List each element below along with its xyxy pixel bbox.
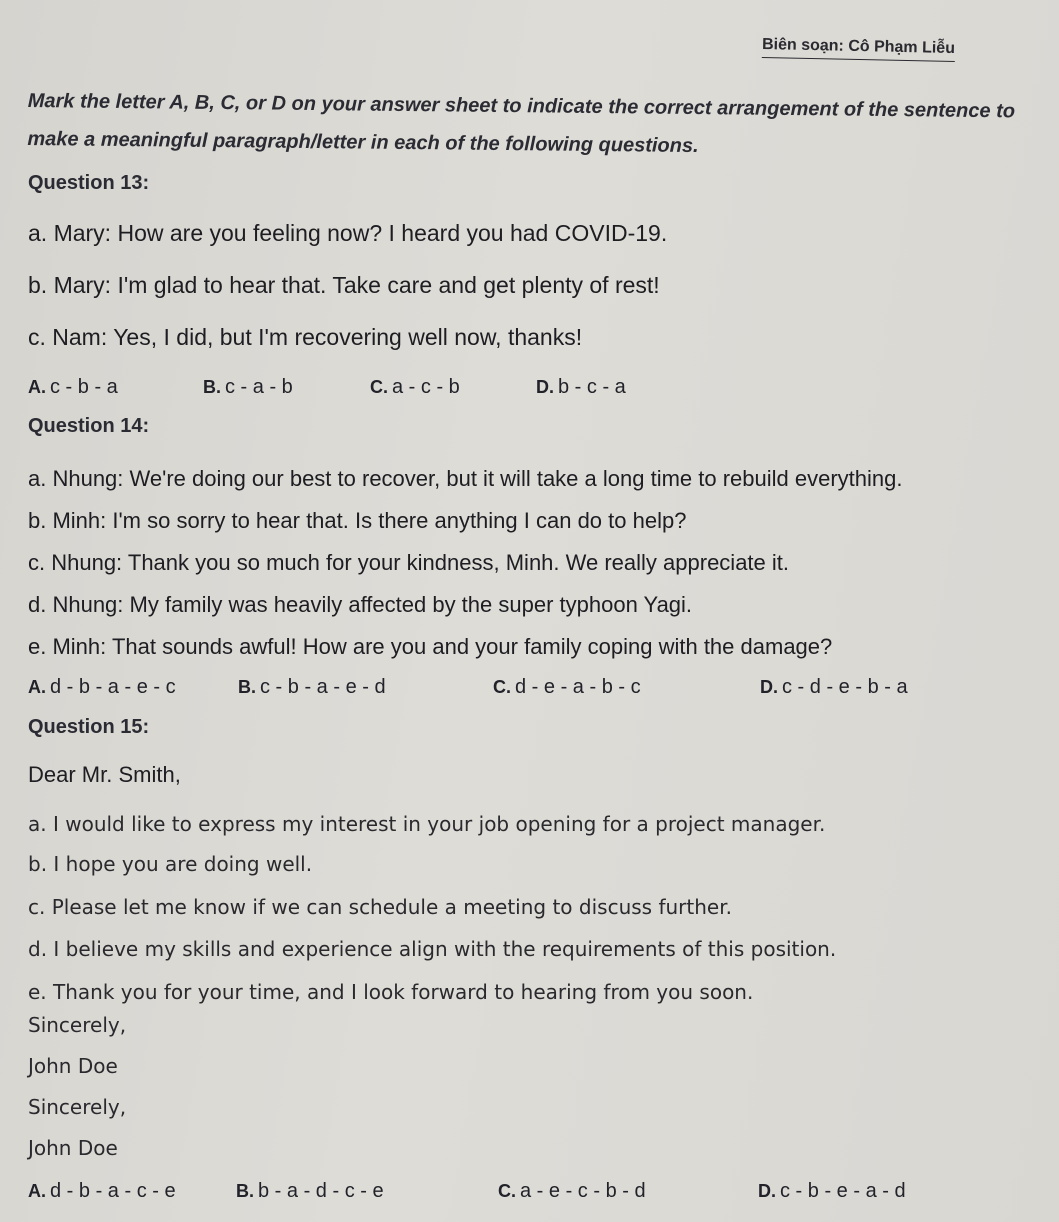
q15-sentence-b: b. I hope you are doing well.	[28, 852, 313, 876]
instruction-text: Mark the letter A, B, C, or D on your answer sheet to indicate the correct arrangement of the sentence to make a meaningful paragraph/letter in each of the following questions.	[27, 89, 1016, 158]
q13-sentence-a: a. Mary: How are you feeling now? I heard you had COVID-19.	[28, 220, 668, 246]
q13-options	[28, 376, 1028, 406]
q14-sentence-e: e. Minh: That sounds awful! How are you and your family coping with the damage?	[28, 634, 833, 659]
q15-option-a[interactable]: A. d - b - a - c - e	[28, 1180, 176, 1202]
q13-option-c[interactable]: C. a - c - b	[370, 376, 460, 398]
q14-sentence-a: a. Nhung: We're doing our best to recover, but it will take a long time to rebuild everything.	[28, 466, 903, 491]
q15-greeting: Dear Mr. Smith,	[28, 762, 181, 787]
q14-option-b[interactable]: B. c - b - a - e - d	[238, 676, 386, 698]
q15-option-b[interactable]: B. b - a - d - c - e	[236, 1180, 384, 1202]
q13-sentence-b: b. Mary: I'm glad to hear that. Take care and get plenty of rest!	[28, 272, 660, 298]
q14-sentence-c: c. Nhung: Thank you so much for your kindness, Minh. We really appreciate it.	[28, 550, 789, 575]
q15-closing-2: Sincerely,	[28, 1095, 127, 1119]
q14-options	[28, 676, 1028, 706]
author-credit: Biên soạn: Cô Phạm Liễu	[762, 36, 955, 62]
q15-closing-1: Sincerely,	[28, 1013, 127, 1037]
q14-option-d[interactable]: D. c - d - e - b - a	[760, 676, 908, 698]
q15-sentence-e: e. Thank you for your time, and I look forward to hearing from you soon.	[28, 980, 754, 1004]
q15-sentence-d: d. I believe my skills and experience align with the requirements of this position.	[28, 937, 837, 961]
q14-sentence-b: b. Minh: I'm so sorry to hear that. Is there anything I can do to help?	[28, 508, 687, 533]
q13-option-d[interactable]: D. b - c - a	[536, 376, 626, 398]
q14-option-a[interactable]: A. d - b - a - e - c	[28, 676, 176, 698]
q15-signature-2: John Doe	[28, 1136, 118, 1160]
q15-options	[28, 1180, 1028, 1210]
q15-option-d[interactable]: D. c - b - e - a - d	[758, 1180, 906, 1202]
q14-sentence-d: d. Nhung: My family was heavily affected by the super typhoon Yagi.	[28, 592, 693, 617]
q14-option-c[interactable]: C. d - e - a - b - c	[493, 676, 641, 698]
q15-signature-1: John Doe	[28, 1054, 118, 1078]
q15-option-c[interactable]: C. a - e - c - b - d	[498, 1180, 646, 1202]
q15-sentence-c: c. Please let me know if we can schedule a meeting to discuss further.	[28, 895, 732, 919]
q13-option-b[interactable]: B. c - a - b	[203, 376, 293, 398]
question-14-title: Question 14:	[28, 415, 150, 437]
q13-sentence-c: c. Nam: Yes, I did, but I'm recovering well now, thanks!	[28, 324, 583, 350]
q13-option-a[interactable]: A. c - b - a	[28, 376, 118, 398]
question-15-title: Question 15:	[28, 716, 150, 738]
question-13-title: Question 13:	[28, 172, 150, 194]
q15-sentence-a: a. I would like to express my interest in your job opening for a project manager.	[28, 812, 826, 836]
